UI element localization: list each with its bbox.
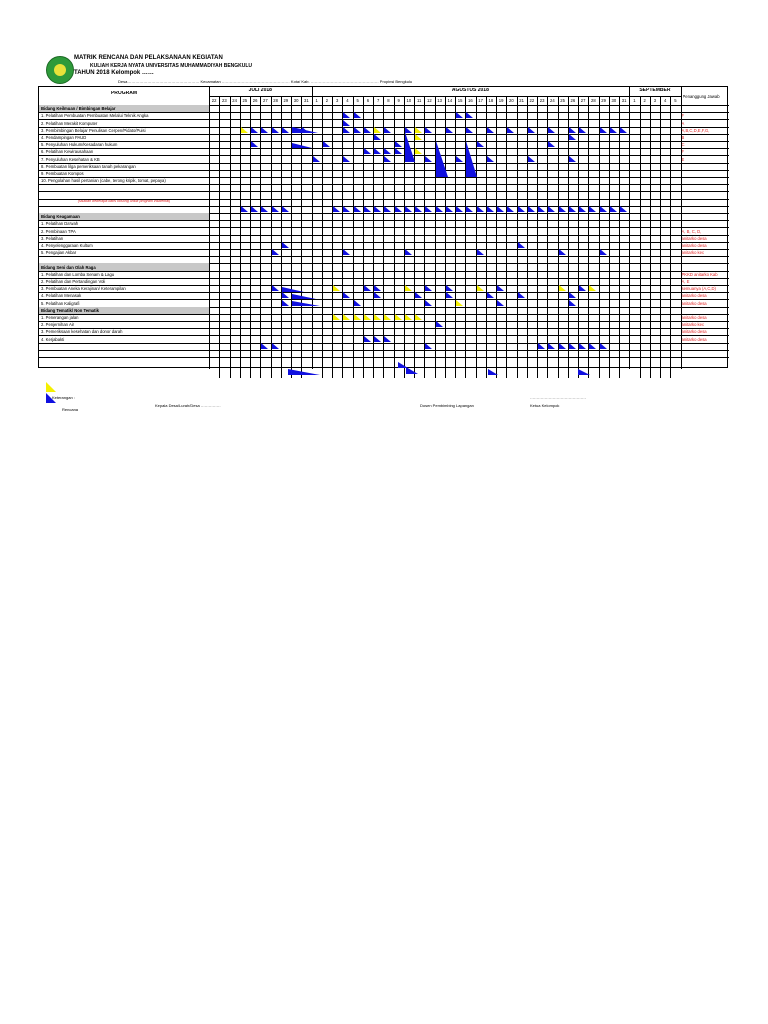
month-header: AGUSTUS 2018 [451, 88, 489, 93]
schedule-marker-icon [251, 141, 258, 147]
row-divider [39, 256, 729, 257]
day-header: 31 [304, 98, 309, 103]
schedule-marker-icon [456, 112, 463, 118]
pj-cell: anitarko desa [681, 293, 707, 299]
schedule-marker-icon [415, 314, 422, 320]
day-header: 12 [427, 98, 432, 103]
schedule-marker-icon [466, 127, 473, 133]
schedule-marker-icon [425, 343, 432, 349]
pj-cell: anitarko kec [681, 322, 705, 328]
schedule-marker-icon [559, 249, 566, 255]
day-header: 2 [643, 98, 646, 103]
day-header: 3 [335, 98, 339, 103]
schedule-marker-icon [477, 249, 484, 255]
schedule-marker-icon [384, 148, 391, 154]
schedule-marker-icon [343, 249, 350, 255]
schedule-marker-icon [497, 300, 504, 306]
schedule-marker-icon [405, 314, 412, 320]
program-item: 2. Pembinaan TPA [41, 228, 76, 234]
program-item: 2. Pelatihan dan Pertandingan Voli [41, 279, 106, 284]
pj-cell: F [681, 113, 685, 119]
schedule-marker-icon [579, 285, 586, 291]
doc-title: MATRIK RENCANA DAN PELAKSANAAN KEGIATAN [74, 55, 223, 61]
schedule-marker-icon [610, 206, 617, 212]
month-header: SEPTEMBER [639, 88, 671, 93]
schedule-marker-icon [405, 206, 412, 212]
pj-cell: anitarko kec [681, 250, 705, 256]
schedule-marker-icon [395, 314, 402, 320]
schedule-marker-icon [600, 127, 607, 133]
schedule-marker-icon [477, 141, 484, 147]
schedule-marker-icon [333, 314, 340, 320]
schedule-marker-icon [436, 321, 443, 327]
day-header: 28 [591, 98, 596, 103]
schedule-marker-icon [343, 112, 350, 118]
schedule-marker-icon [518, 292, 525, 298]
day-header: 7 [376, 98, 380, 103]
schedule-marker-icon [282, 300, 289, 306]
schedule-marker-icon [569, 292, 576, 298]
schedule-marker-icon [282, 206, 289, 212]
schedule-marker-icon [610, 127, 617, 133]
pj-cell: A, B, C, D, [681, 228, 702, 234]
schedule-marker-icon [384, 336, 391, 342]
day-header: 24 [550, 98, 555, 103]
schedule-marker-icon [251, 127, 258, 133]
signature-ketua: Ketua Kelompok [530, 403, 560, 408]
schedule-marker-icon [241, 206, 248, 212]
schedule-marker-icon [292, 127, 318, 133]
program-item: 1. Pelatihan dan Lomba Senam & Lagu [41, 271, 115, 277]
schedule-marker-icon [497, 206, 504, 212]
day-header: 27 [263, 98, 268, 103]
schedule-marker-icon [415, 134, 422, 140]
schedule-marker-icon [282, 242, 289, 248]
day-header: 16 [468, 98, 473, 103]
schedule-marker-icon [578, 369, 590, 375]
day-header: 6 [366, 98, 370, 103]
schedule-marker-icon [261, 127, 268, 133]
schedule-marker-icon [446, 206, 453, 212]
program-item: 8. Pembuatan lilga pemeriksaan tanah pekarangan [41, 163, 136, 169]
pj-cell: B [681, 135, 685, 140]
day-header: 15 [457, 98, 463, 103]
schedule-marker-icon [589, 285, 596, 291]
schedule-marker-icon [261, 206, 268, 212]
schedule-marker-icon [456, 156, 463, 162]
section-title: Bidang Keilmuan / Bimbingan Belajar [41, 106, 116, 112]
schedule-marker-icon [518, 206, 525, 212]
schedule-marker-icon [272, 206, 279, 212]
row-divider [39, 191, 729, 192]
schedule-marker-icon [425, 156, 432, 162]
day-header: 27 [580, 98, 586, 103]
pj-cell: anitarko desa [681, 329, 707, 335]
schedule-marker-icon [384, 156, 391, 162]
schedule-marker-icon [507, 127, 514, 133]
schedule-marker-icon [406, 367, 418, 374]
schedule-marker-icon [354, 127, 361, 133]
schedule-marker-icon [354, 206, 361, 212]
schedule-marker-icon [415, 292, 422, 298]
schedule-marker-icon [487, 206, 494, 212]
schedule-marker-icon [488, 369, 498, 375]
day-header: 20 [509, 98, 514, 103]
signature-dosen: Dosen Pembimbing Lapangan [420, 403, 474, 408]
schedule-marker-icon [333, 206, 340, 212]
schedule-marker-icon [425, 300, 432, 306]
schedule-marker-icon [579, 343, 586, 349]
program-item: 3. Pelatihan [41, 235, 64, 241]
schedule-marker-icon [620, 127, 627, 133]
day-header: 22 [529, 98, 535, 103]
signature-dots: …………………………………… [530, 395, 586, 400]
day-header: 4 [346, 98, 349, 103]
schedule-marker-icon [364, 127, 371, 133]
schedule-marker-icon [528, 127, 535, 133]
program-item: 4. Penyelenggaraan Kultum [41, 243, 93, 248]
schedule-marker-icon [425, 206, 432, 212]
day-header: 22 [211, 98, 217, 103]
day-header: 5 [356, 98, 359, 103]
row-divider [39, 343, 729, 344]
pj-cell: E [681, 156, 685, 162]
schedule-marker-icon [477, 206, 484, 212]
schedule-marker-icon [425, 127, 432, 133]
schedule-marker-icon [405, 249, 412, 255]
schedule-marker-icon [538, 206, 545, 212]
program-item: 5. Pengajian Akbar [41, 250, 77, 256]
day-header: 11 [416, 98, 422, 103]
schedule-marker-icon [600, 206, 607, 212]
schedule-marker-icon [384, 206, 391, 212]
schedule-marker-icon [436, 206, 443, 212]
program-item: 4. Kerjabakti [41, 336, 65, 342]
schedule-marker-icon [425, 285, 432, 291]
schedule-marker-icon [477, 285, 484, 291]
legend-yellow-marker-icon [46, 382, 56, 392]
schedule-marker-icon [466, 141, 477, 177]
month-divider [629, 87, 630, 369]
schedule-marker-icon [272, 249, 279, 255]
schedule-marker-icon [374, 314, 381, 320]
section-title: Bidang Tematik/ Non Tematik [41, 307, 100, 313]
program-item: 4. Pendampingan PAUD [41, 135, 87, 140]
schedule-marker-icon [518, 242, 525, 248]
schedule-marker-icon [579, 206, 586, 212]
day-header: 10 [406, 98, 412, 103]
schedule-marker-icon [446, 285, 453, 291]
schedule-marker-icon [569, 206, 576, 212]
schedule-marker-icon [374, 285, 381, 291]
doc-year: TAHUN 2018 Kelompok …… [74, 70, 154, 76]
day-header: 4 [663, 98, 667, 103]
location-line: Desa……………………………………………… Kecamatan …………………………………………… Kota/ Kab. …………………………………………… Propinsi Bengkulu [118, 79, 413, 84]
schedule-marker-icon [589, 343, 596, 349]
schedule-marker-icon [548, 206, 555, 212]
pj-cell: A,B,C,D,E,F,G, [681, 127, 710, 133]
schedule-marker-icon [364, 206, 371, 212]
row-divider [39, 350, 729, 351]
day-header: 26 [252, 98, 258, 103]
university-logo-icon [46, 56, 74, 84]
program-item: 3. Pemeriksaan kesehatan dan donor darah [41, 329, 123, 335]
schedule-marker-icon [374, 148, 381, 154]
schedule-marker-icon [288, 369, 320, 375]
schedule-marker-icon [395, 206, 402, 212]
schedule-marker-icon [292, 301, 320, 306]
schedule-matrix [38, 86, 728, 368]
day-header: 17 [478, 98, 483, 103]
day-header: 3 [653, 98, 657, 103]
day-header: 2 [325, 98, 329, 103]
day-header: 30 [293, 98, 299, 103]
program-item: 5. Pelatihan Kaligrafi [41, 300, 80, 306]
schedule-marker-icon [405, 285, 412, 291]
month-header: JULI 2018 [248, 88, 272, 93]
day-header: 26 [570, 98, 576, 103]
pj-cell: A [681, 120, 685, 126]
pj-cell: anitarko desa [681, 315, 707, 320]
schedule-marker-icon [528, 156, 535, 162]
legend-rencana: Rencana [62, 407, 79, 412]
schedule-marker-icon [282, 127, 289, 133]
schedule-marker-icon [415, 148, 422, 154]
day-header: 25 [242, 98, 248, 103]
program-item: 3. Pembuatan Aneka Kerajinan/ Keterampilan [41, 286, 126, 292]
schedule-marker-icon [343, 292, 350, 298]
day-header: 24 [232, 98, 237, 103]
schedule-marker-icon [374, 134, 381, 140]
schedule-marker-icon [600, 249, 607, 255]
schedule-marker-icon [559, 285, 566, 291]
program-item: 1. Penerangan jalan [41, 315, 79, 320]
program-item: 6. Pelatihan Kewirausahaan [41, 149, 94, 155]
day-header: 1 [633, 98, 636, 103]
schedule-marker-icon [261, 343, 268, 349]
day-header: 28 [273, 98, 278, 103]
schedule-marker-icon [538, 343, 545, 349]
day-header: 19 [498, 98, 504, 103]
day-header: 31 [621, 98, 627, 103]
note-text: (sisakan beberapa baris kosong untuk program insidental) [77, 199, 171, 203]
program-item: 9. Pembuatan Kompos [41, 171, 84, 176]
schedule-marker-icon [272, 285, 279, 291]
day-header: 23 [222, 98, 227, 103]
program-item: 1. Pelatihan Pembuatan Pembuatan Melalui Teknik Angka [41, 113, 149, 119]
pj-cell: anitarko desa [681, 243, 707, 248]
schedule-marker-icon [343, 314, 350, 320]
program-header: PROGRAM [110, 91, 138, 96]
schedule-marker-icon [272, 343, 279, 349]
schedule-marker-icon [415, 127, 422, 133]
schedule-marker-icon [507, 206, 514, 212]
day-header: 1 [315, 98, 318, 103]
schedule-marker-icon [487, 156, 494, 162]
schedule-marker-icon [333, 285, 340, 291]
schedule-marker-icon [374, 127, 381, 133]
schedule-marker-icon [528, 206, 535, 212]
schedule-marker-icon [569, 127, 576, 133]
schedule-marker-icon [251, 206, 258, 212]
schedule-marker-icon [272, 127, 279, 133]
program-item: 3. Pembimbingan Belajar Penulisan Cerpen/Pidato/Puisi [41, 127, 146, 133]
schedule-marker-icon [589, 206, 596, 212]
section-title: Bidang Seni dan Olah Raga [41, 264, 96, 270]
schedule-marker-icon [456, 300, 463, 306]
schedule-marker-icon [548, 343, 555, 349]
schedule-marker-icon [384, 127, 391, 133]
schedule-marker-icon [497, 285, 504, 291]
day-header: 29 [283, 98, 289, 103]
schedule-marker-icon [559, 206, 566, 212]
schedule-marker-icon [395, 141, 402, 147]
schedule-marker-icon [487, 127, 494, 133]
program-item: 10. Pengolahan hasil pertanian (cabe, terong kripik, tomat, pepaya) [41, 178, 166, 184]
pj-cell: PKKD anitarko Kab [681, 271, 718, 277]
row-divider [39, 357, 729, 358]
schedule-marker-icon [292, 143, 312, 148]
schedule-marker-icon [282, 292, 289, 298]
program-item: 7. Penyuluhan Kesehatan & KB [41, 156, 100, 162]
schedule-marker-icon [466, 112, 473, 118]
pj-cell: anitarko desa [681, 235, 707, 241]
day-header: 29 [601, 98, 606, 103]
day-header: 5 [674, 98, 677, 103]
schedule-marker-icon [241, 127, 248, 133]
schedule-marker-icon [579, 127, 586, 133]
schedule-marker-icon [446, 127, 453, 133]
pj-cell: semuanya (A,C,D) [681, 286, 716, 292]
schedule-marker-icon [323, 141, 330, 147]
schedule-marker-icon [559, 343, 566, 349]
day-header: 13 [437, 98, 442, 103]
program-item: 1. Pelatihan Da'wah [41, 221, 79, 227]
schedule-marker-icon [292, 294, 316, 299]
schedule-marker-icon [487, 292, 494, 298]
schedule-marker-icon [354, 112, 361, 118]
day-header: 21 [519, 98, 524, 103]
schedule-marker-icon [436, 141, 448, 177]
schedule-marker-icon [343, 120, 350, 126]
schedule-marker-icon [620, 206, 627, 212]
schedule-marker-icon [600, 343, 607, 349]
program-divider [209, 87, 210, 369]
pj-cell: A, E [681, 279, 690, 284]
schedule-marker-icon [343, 127, 350, 133]
schedule-marker-icon [282, 287, 304, 292]
pj-cell: C [681, 142, 685, 148]
program-item: 4. Pelatihan Menasak [41, 293, 82, 299]
schedule-marker-icon [415, 206, 422, 212]
program-item: 5. Penyuluhan Hukum/Kesadaran hukum [41, 142, 118, 148]
schedule-marker-icon [313, 156, 320, 162]
schedule-marker-icon [384, 314, 391, 320]
pj-cell: F [681, 149, 685, 155]
schedule-marker-icon [364, 314, 371, 320]
schedule-marker-icon [364, 148, 371, 154]
schedule-marker-icon [364, 336, 371, 342]
schedule-marker-icon [446, 292, 453, 298]
schedule-marker-icon [354, 300, 361, 306]
schedule-marker-icon [364, 285, 371, 291]
day-header: 8 [387, 98, 390, 103]
schedule-marker-icon [569, 343, 576, 349]
day-header: 18 [488, 98, 494, 103]
schedule-marker-icon [569, 300, 576, 306]
schedule-marker-icon [343, 206, 350, 212]
row-divider [39, 184, 729, 185]
day-header: 14 [447, 98, 453, 103]
schedule-marker-icon [569, 134, 576, 140]
signature-kepala-desa: Kepala Desa/Lurah/Desa …………… [155, 403, 221, 408]
schedule-marker-icon [456, 206, 463, 212]
schedule-marker-icon [343, 156, 350, 162]
schedule-marker-icon [405, 132, 415, 162]
pj-header: Penanggung Jawab [682, 94, 720, 99]
day-header: 9 [397, 98, 400, 103]
schedule-marker-icon [395, 148, 402, 154]
day-header: 25 [560, 98, 565, 103]
schedule-marker-icon [466, 206, 473, 212]
schedule-marker-icon [548, 127, 555, 133]
doc-subtitle: KULIAH KERJA NYATA UNIVERSITAS MUHAMMADIYAH BENGKULU [90, 63, 253, 69]
pj-cell: anitarko desa [681, 336, 707, 342]
program-item: 2. Penjernihan Air [41, 322, 75, 328]
schedule-marker-icon [354, 314, 361, 320]
pj-cell: anitarko desa [681, 300, 707, 306]
program-item: 2. Pelatihan Merakit Komputer [41, 120, 98, 126]
schedule-marker-icon [548, 141, 555, 147]
schedule-marker-icon [374, 336, 381, 342]
legend-title: Keterangan : [52, 395, 75, 400]
schedule-marker-icon [374, 292, 381, 298]
day-header: 30 [611, 98, 617, 103]
header-divider [209, 96, 681, 97]
schedule-marker-icon [374, 206, 381, 212]
section-title: Bidang Keagamaan [41, 214, 80, 220]
schedule-marker-icon [569, 156, 576, 162]
day-header: 23 [539, 98, 545, 103]
